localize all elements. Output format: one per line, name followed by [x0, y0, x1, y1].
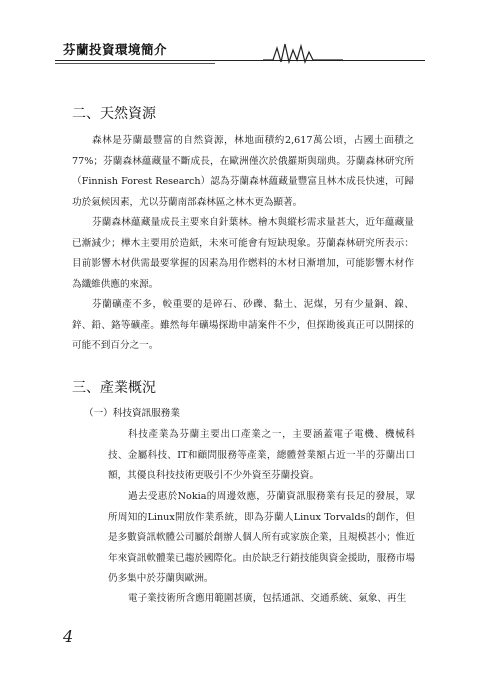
paragraph-it-services: 過去受惠於Nokia的周邊效應，芬蘭資訊服務業有長足的發展，眾所周知的Linux開放作業系統，即為芬蘭人Linux Torvalds的創作，但是多數資訊軟體公司屬於創辦人個人所有或家族企業，且規模甚小；惟近年來資訊軟體業已趨於國際化。由於缺乏行銷技能與資金援助，服務市場仍多集中於芬蘭與歐洲。: [108, 491, 415, 584]
section-heading-industry: 三、產業概況: [72, 380, 156, 396]
subsection-heading-tech-services: （一）科技資訊服務業: [84, 408, 180, 419]
running-header: [55, 38, 425, 64]
paragraph-forest-resources: 森林是芬蘭最豐富的自然資源，林地面積約2,617萬公頃，占國土面積之77%；芬蘭森林蘊藏量不斷成長，在歐洲僅次於俄羅斯與瑞典。芬蘭森林研究所（Finnish Forest Research）認為芬蘭森林蘊藏量豐富且林木成長快速，可歸功於氣候因素，尤以芬蘭南部森林區之林木更為顯著。: [72, 135, 414, 208]
paragraph-forest-growth: 芬蘭森林蘊藏量成長主要來自針葉林。檜木與縱杉需求量甚大，近年蘊藏量已漸減少；樺木主要用於造紙，未來可能會有短缺現象。芬蘭森林研究所表示：目前影響木材供需最要掌握的因素為用作燃料的木材日漸增加，可能影響木材作為纖維供應的來源。: [72, 217, 414, 290]
paragraph-tech-industry: 科技產業為芬蘭主要出口產業之一，主要涵蓋電子電機、機械科技、金屬科技、IT和顧問服務等產業，總體營業額占近一半的芬蘭出口額，其優良科技技術更吸引不少外資至芬蘭投資。: [108, 429, 415, 481]
paragraph-minerals: 芬蘭礦產不多，較重要的是碎石、砂礫、黏土、泥煤，另有少量銅、鎳、鋅、鉛、鉻等礦產。雖然每年礦場探勘申請案件不少，但探勘後真正可以開採的可能不到百分之一。: [72, 299, 414, 351]
section-heading-natural-resources: 二、天然資源: [72, 106, 156, 122]
page-number: 4: [63, 627, 74, 646]
header-rule: [55, 60, 425, 61]
paragraph-electronics: 電子業技術所含應用範圍甚廣，包括通訊、交通系統、氣象、再生: [128, 593, 407, 604]
header-title: 芬蘭投資環境簡介: [63, 42, 168, 57]
header-rule-secondary: [55, 63, 215, 64]
